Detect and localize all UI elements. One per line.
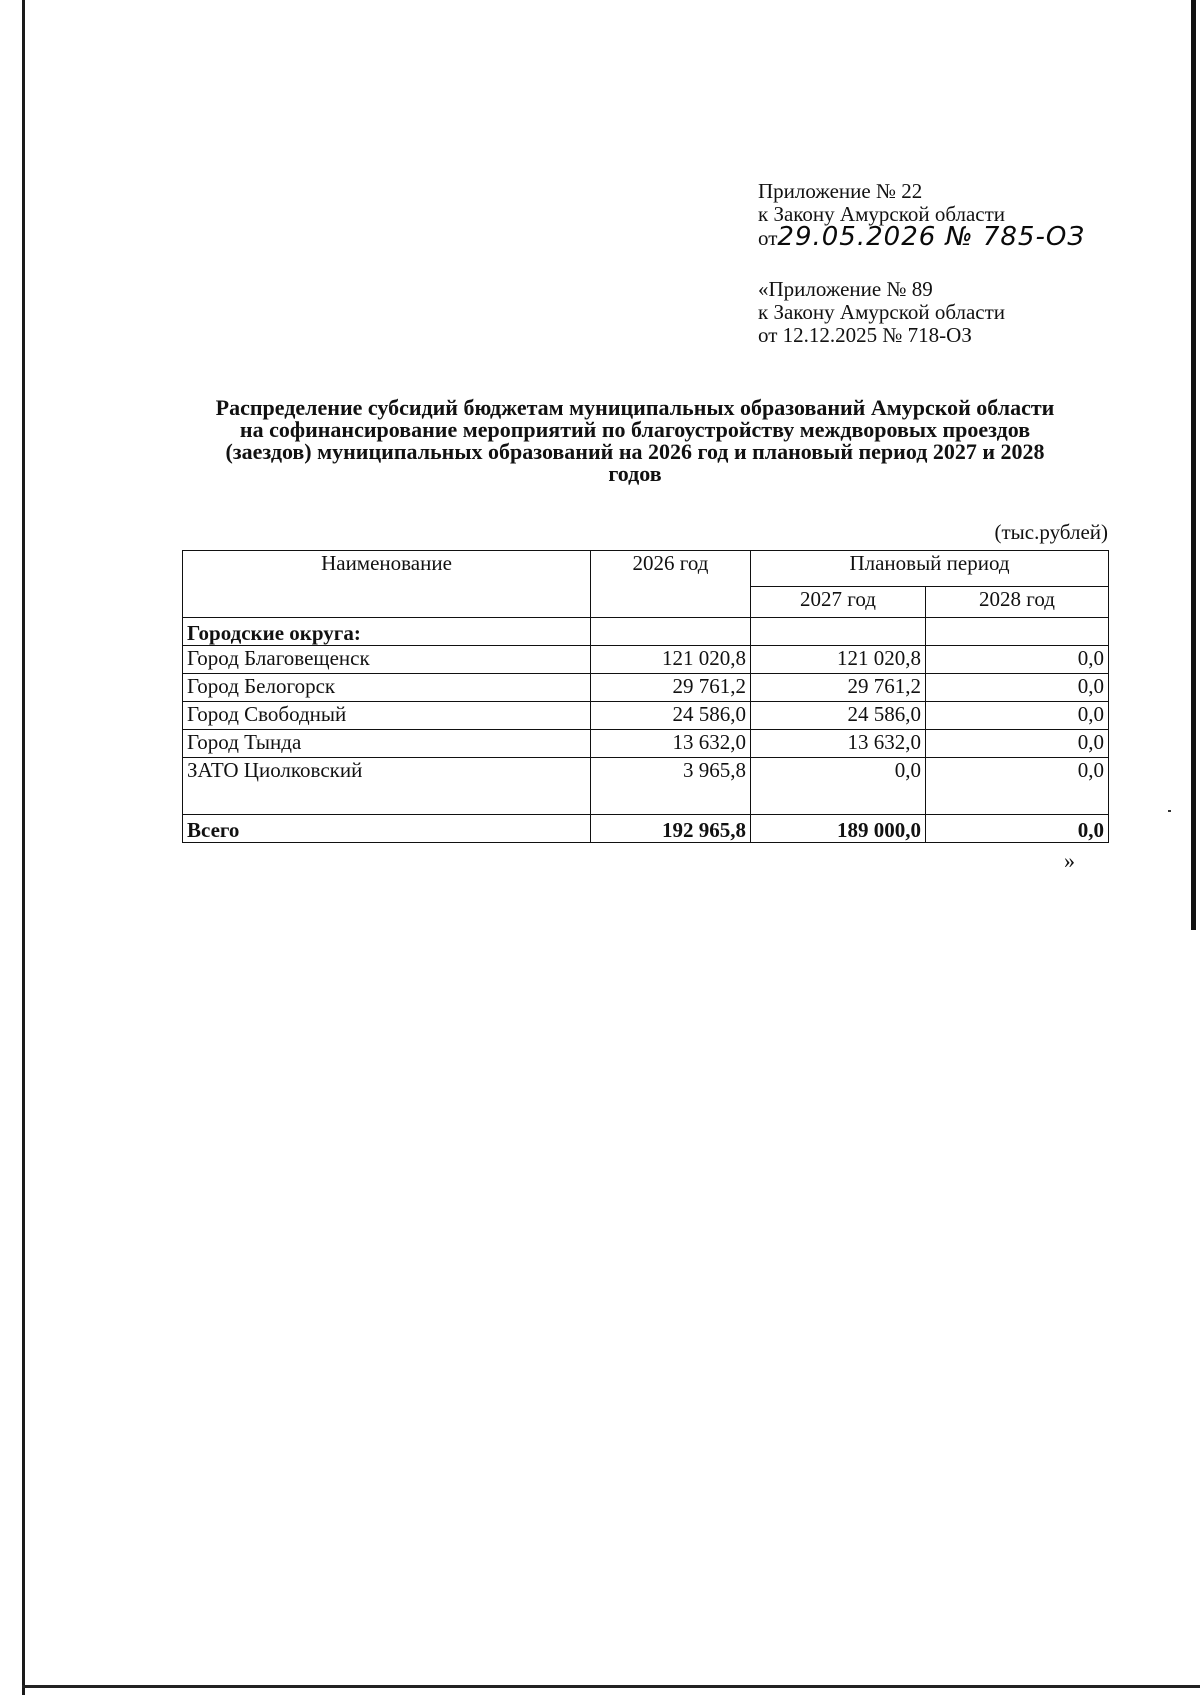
title-line-4: годов bbox=[608, 461, 662, 486]
row-value-2028: 0,0 bbox=[926, 758, 1109, 815]
table-row bbox=[183, 646, 1109, 674]
row-value-2026: 3 965,8 bbox=[591, 758, 751, 815]
scan-bottom-edge bbox=[22, 1685, 1200, 1688]
unit-label: (тыс.рублей) bbox=[994, 520, 1108, 544]
row-value-2028: 0,0 bbox=[926, 702, 1109, 730]
row-value-2028: 0,0 bbox=[926, 674, 1109, 702]
total-value-2027: 189 000,0 bbox=[751, 815, 926, 843]
group-label: Городские округа: bbox=[183, 618, 591, 646]
header-2028: 2028 год bbox=[926, 587, 1109, 618]
row-value-2026: 24 586,0 bbox=[591, 702, 751, 730]
row-name: ЗАТО Циолковский bbox=[183, 758, 591, 815]
row-value-2026: 13 632,0 bbox=[591, 730, 751, 758]
table-row bbox=[183, 730, 1109, 758]
total-label: Всего bbox=[183, 815, 591, 843]
handwritten-date-number: 29.05.2026 № 785-ОЗ bbox=[777, 222, 1085, 252]
row-value-2027: 24 586,0 bbox=[751, 702, 926, 730]
subsidy-table bbox=[182, 550, 1109, 843]
row-value-2028: 0,0 bbox=[926, 730, 1109, 758]
header-planned-period: Плановый период bbox=[751, 551, 1109, 587]
table-row bbox=[183, 674, 1109, 702]
appendix-previous-law: к Закону Амурской области bbox=[758, 300, 1006, 324]
appendix-current-law: к Закону Амурской области bbox=[758, 202, 1006, 226]
table-group-row bbox=[183, 618, 1109, 646]
document-title bbox=[170, 397, 1100, 485]
header-2027: 2027 год bbox=[751, 587, 926, 618]
appendix-previous-number: «Приложение № 89 bbox=[758, 277, 933, 301]
row-name: Город Свободный bbox=[183, 702, 591, 730]
title-line-2: на софинансирование мероприятий по благоустройству междворовых проездов bbox=[239, 417, 1031, 442]
table-header-row bbox=[183, 551, 1109, 587]
table-row bbox=[183, 758, 1109, 815]
group-cell-2026 bbox=[591, 618, 751, 646]
row-value-2027: 121 020,8 bbox=[751, 646, 926, 674]
row-value-2027: 29 761,2 bbox=[751, 674, 926, 702]
appendix-current-date-prefix: от bbox=[758, 226, 778, 250]
closing-quote: » bbox=[1064, 848, 1075, 873]
scan-left-edge bbox=[22, 0, 25, 1695]
row-name: Город Белогорск bbox=[183, 674, 591, 702]
group-cell-2028 bbox=[926, 618, 1109, 646]
appendix-current-date-line bbox=[758, 222, 1085, 252]
row-value-2026: 121 020,8 bbox=[591, 646, 751, 674]
table-row bbox=[183, 702, 1109, 730]
appendix-current-block bbox=[758, 180, 1085, 250]
appendix-previous-date: от 12.12.2025 № 718-ОЗ bbox=[758, 323, 972, 347]
row-value-2027: 13 632,0 bbox=[751, 730, 926, 758]
header-2026: 2026 год bbox=[591, 551, 751, 618]
row-value-2027: 0,0 bbox=[751, 758, 926, 815]
header-name: Наименование bbox=[183, 551, 591, 618]
total-value-2028: 0,0 bbox=[926, 815, 1109, 843]
scan-right-edge bbox=[1191, 0, 1196, 930]
total-value-2026: 192 965,8 bbox=[591, 815, 751, 843]
table-total-row bbox=[183, 815, 1109, 843]
group-cell-2027 bbox=[751, 618, 926, 646]
title-line-3: (заездов) муниципальных образований на 2026 год и плановый период 2027 и 2028 bbox=[225, 439, 1045, 464]
title-line-1: Распределение субсидий бюджетам муниципальных образований Амурской области bbox=[215, 395, 1055, 420]
row-name: Город Тында bbox=[183, 730, 591, 758]
row-value-2028: 0,0 bbox=[926, 646, 1109, 674]
row-value-2026: 29 761,2 bbox=[591, 674, 751, 702]
scan-speck bbox=[1168, 810, 1171, 812]
row-name: Город Благовещенск bbox=[183, 646, 591, 674]
appendix-current-number: Приложение № 22 bbox=[758, 179, 923, 203]
appendix-previous-block bbox=[758, 278, 1005, 347]
